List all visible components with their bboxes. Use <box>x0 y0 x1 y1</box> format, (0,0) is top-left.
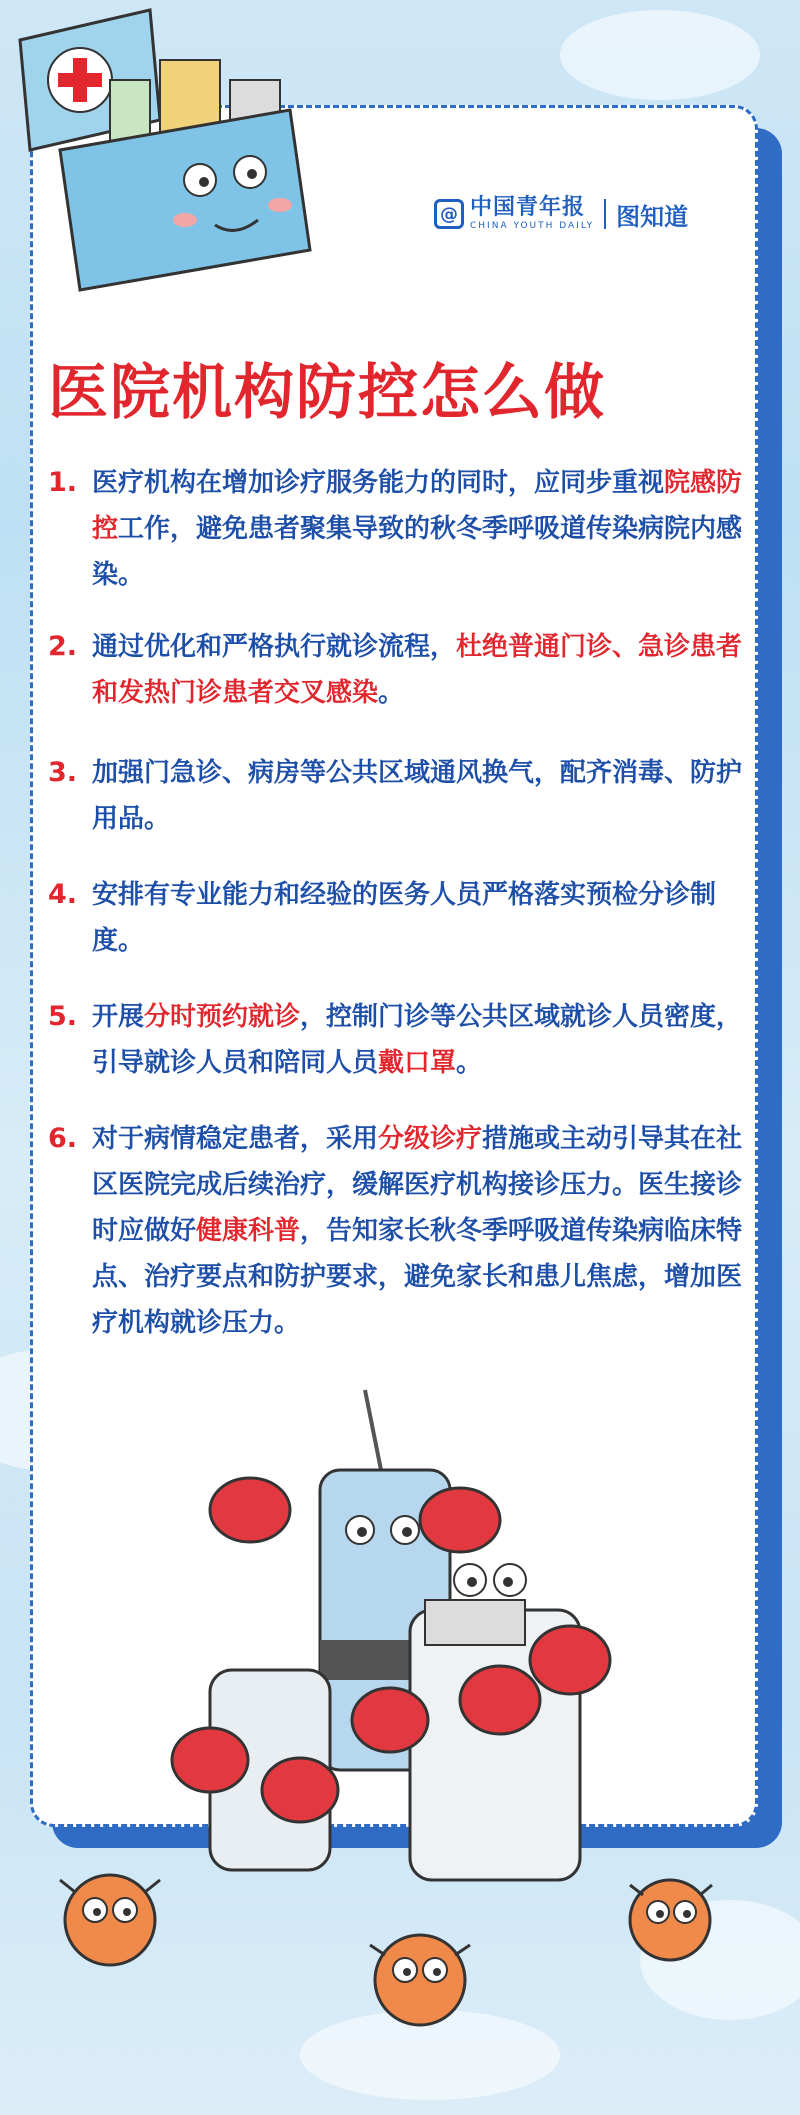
guideline-item <box>48 624 748 716</box>
body-text: 加强门急诊、病房等公共区域通风换气，配齐消毒、防护用品。 <box>92 758 743 834</box>
item-text <box>92 872 748 964</box>
brand-sub: 图知道 <box>616 202 689 231</box>
body-text: 通过优化和严格执行就诊流程， <box>92 632 457 662</box>
brand-divider <box>604 199 606 229</box>
highlight-text: 杜绝普通门诊、急诊患者和发热门诊患者交叉感染 <box>92 632 743 708</box>
item-number: 6. <box>48 1123 78 1154</box>
guideline-item <box>48 872 748 964</box>
item-number: 3. <box>48 757 78 788</box>
body-text: 。 <box>456 1048 483 1078</box>
body-text: 安排有专业能力和经验的医务人员严格落实预检分诊制度。 <box>92 880 717 956</box>
item-text <box>92 750 748 842</box>
guideline-item <box>48 1116 748 1346</box>
body-text: 对于病情稳定患者，采用 <box>92 1124 379 1154</box>
highlight-text: 院感防控 <box>92 468 743 544</box>
brand-at-icon: @ <box>434 199 464 229</box>
body-text: ，控制门诊等公共区域就诊人员密度，引导就诊人员和陪同人员 <box>92 1002 743 1078</box>
item-number: 2. <box>48 631 78 662</box>
body-text: 医疗机构在增加诊疗服务能力的同时，应同步重视 <box>92 468 665 498</box>
item-text <box>92 994 748 1086</box>
item-number: 5. <box>48 1001 78 1032</box>
brand-name-en: CHINA YOUTH DAILY <box>470 221 595 231</box>
item-text <box>92 1116 748 1346</box>
highlight-text: 戴口罩 <box>378 1048 457 1078</box>
highlight-text: 健康科普 <box>196 1216 301 1246</box>
guideline-item <box>48 994 748 1086</box>
guideline-item <box>48 460 748 598</box>
page-title: 医院机构防控怎么做 <box>48 358 606 428</box>
body-text: 开展 <box>92 1002 145 1032</box>
body-text: 工作，避免患者聚集导致的秋冬季呼吸道传染病院内感染。 <box>92 514 743 590</box>
brand-logo <box>434 192 688 236</box>
body-text: ，告知家长秋冬季呼吸道传染病临床特点、治疗要点和防护要求，避免家长和患儿焦虑，增加医疗机构就诊压力。 <box>92 1216 743 1338</box>
virus-illustration <box>40 1860 760 2110</box>
boxing-bottles-illustration <box>170 1370 640 1910</box>
guideline-item <box>48 750 748 842</box>
highlight-text: 分时预约就诊 <box>144 1002 301 1032</box>
first-aid-kit-illustration <box>0 0 330 300</box>
item-number: 1. <box>48 467 78 498</box>
item-number: 4. <box>48 879 78 910</box>
item-text <box>92 624 748 716</box>
item-text <box>92 460 748 598</box>
brand-name-cn: 中国青年报 <box>470 195 586 220</box>
body-text: 。 <box>378 678 405 708</box>
body-text: 措施或主动引导其在社区医院完成后续治疗，缓解医疗机构接诊压力。医生接诊时应做好 <box>92 1124 743 1246</box>
highlight-text: 分级诊疗 <box>378 1124 483 1154</box>
